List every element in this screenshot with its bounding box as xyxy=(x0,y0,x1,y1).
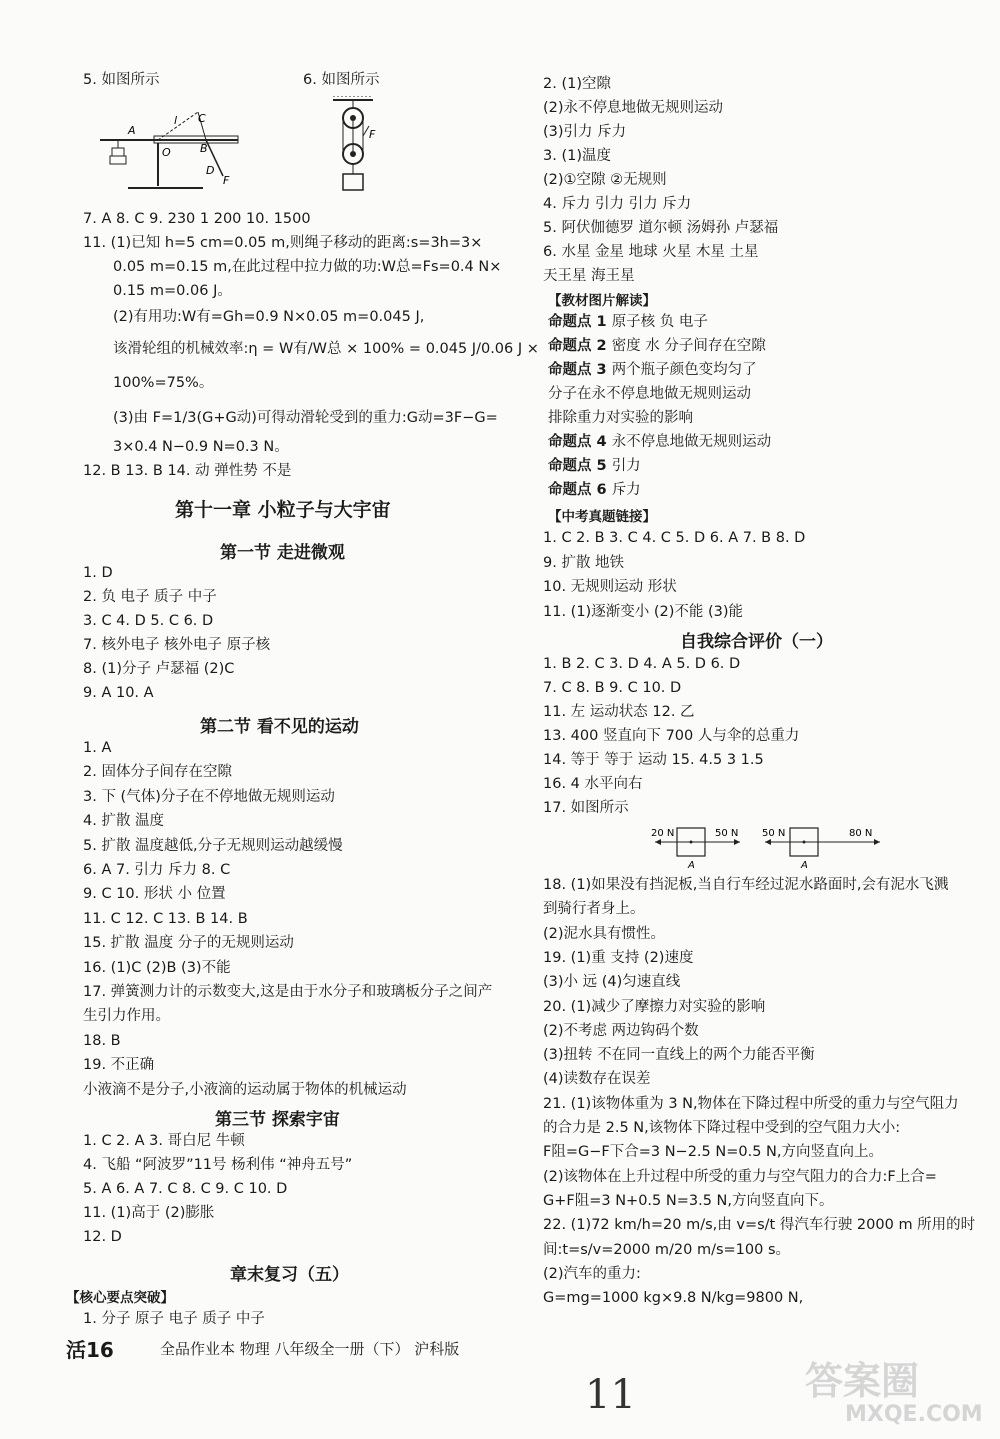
sec2-line-1: 1. A xyxy=(83,740,112,756)
picture-reading-item xyxy=(548,431,771,453)
eval2-line-6: 20. (1)减少了摩擦力对实验的影响 xyxy=(543,998,766,1015)
sec2-line-15: 小液滴不是分子,小液滴的运动属于物体的机械运动 xyxy=(83,1081,407,1098)
sec2-line-14: 19. 不正确 xyxy=(83,1057,155,1074)
eval2-line-15: 22. (1)72 km/h=20 m/s,由 v=s/t 得汽车行驶 2000 m 所用的时 xyxy=(543,1217,976,1234)
section3-title: 第三节 探索宇宙 xyxy=(215,1110,340,1130)
eval2-line-4: 19. (1)重 支持 (2)速度 xyxy=(543,949,694,966)
fig5-O: O xyxy=(162,146,171,159)
eval-line-5: 14. 等于 等于 运动 15. 4.5 3 1.5 xyxy=(543,752,764,768)
fig5-F: F xyxy=(223,174,230,187)
eval2-line-17: (2)汽车的重力: xyxy=(543,1265,641,1282)
sec1-line-4: 7. 核外电子 核外电子 原子核 xyxy=(83,637,271,653)
sec2-line-13: 18. B xyxy=(83,1032,121,1049)
section2-title: 第二节 看不见的运动 xyxy=(200,717,359,737)
sec2-line-12: 生引力作用。 xyxy=(83,1008,170,1025)
book-info: 全品作业本 物理 八年级全一册（下） 沪科版 xyxy=(160,1340,460,1358)
fig17-a2: A xyxy=(801,860,808,871)
q11-1a: 11. (1)已知 h=5 cm=0.05 m,则绳子移动的距离:s=3h=3× xyxy=(83,235,483,251)
right-line-7: 5. 阿伏伽德罗 道尔顿 汤姆孙 卢瑟福 xyxy=(543,220,779,236)
picture-reading-item xyxy=(548,311,708,333)
q11-2b: 该滑轮组的机械效率:η = W有/W总 × 100% = 0.045 J/0.06 J × xyxy=(113,341,539,357)
point-label: 命题点 1 xyxy=(548,314,612,330)
point-label: 命题点 5 xyxy=(548,458,612,474)
picture-reading-item xyxy=(548,455,641,477)
q11-2c: 100%=75%。 xyxy=(113,375,214,391)
picture-reading-tag: 【教材图片解读】 xyxy=(548,293,656,309)
fig17-r2: 80 N xyxy=(849,828,873,839)
q7-10: 7. A 8. C 9. 230 1 200 10. 1500 xyxy=(83,211,311,227)
fig5-A: A xyxy=(128,124,136,137)
point-label: 命题点 3 xyxy=(548,362,612,378)
sec2-line-3: 3. 下 (气体)分子在不停地做无规则运动 xyxy=(83,788,335,805)
sec3-line-5: 12. D xyxy=(83,1229,122,1245)
picture-reading-item xyxy=(548,335,766,357)
sec3-line-1: 1. C 2. A 3. 哥白尼 牛顿 xyxy=(83,1133,245,1149)
picture-reading-item xyxy=(548,479,641,501)
eval-line-7: 17. 如图所示 xyxy=(543,800,629,816)
eval2-line-13: (2)该物体在上升过程中所受的重力与空气阻力的合力:F上合= xyxy=(543,1168,937,1185)
q6-label: 6. 如图所示 xyxy=(303,72,380,88)
point-answer: 密度 水 分子间存在空隙 xyxy=(611,338,766,354)
eval2-line-1: 18. (1)如果没有挡泥板,当自行车经过泥水路面时,会有泥水飞溅 xyxy=(543,877,949,893)
right-line-6: 4. 斥力 引力 引力 斥力 xyxy=(543,196,692,212)
sec3-line-3: 5. A 6. A 7. C 8. C 9. C 10. D xyxy=(83,1181,288,1197)
picture-reading-item xyxy=(548,383,751,405)
sec2-line-7: 9. C 10. 形状 小 位置 xyxy=(83,886,226,903)
eval-line-6: 16. 4 水平向右 xyxy=(543,776,643,792)
point-answer: 斥力 xyxy=(611,482,641,498)
sec1-line-6: 9. A 10. A xyxy=(83,685,154,701)
core-line-1: 1. 分子 原子 电子 质子 中子 xyxy=(83,1311,265,1327)
point-answer: 排除重力对实验的影响 xyxy=(548,410,693,426)
pulley-diagram xyxy=(325,96,385,196)
sec1-line-1: 1. D xyxy=(83,565,113,581)
force-diagram xyxy=(645,822,885,872)
fig6-F: F xyxy=(369,128,376,141)
point-label: 命题点 4 xyxy=(548,434,612,450)
eval-line-1: 1. B 2. C 3. D 4. A 5. D 6. D xyxy=(543,656,741,672)
exam-line-1: 1. C 2. B 3. C 4. C 5. D 6. A 7. B 8. D xyxy=(543,530,806,546)
eval-line-2: 7. C 8. B 9. C 10. D xyxy=(543,680,682,696)
fig5-D: D xyxy=(206,164,215,177)
exam-line-3: 10. 无规则运动 形状 xyxy=(543,579,677,595)
sec1-line-2: 2. 负 电子 质子 中子 xyxy=(83,589,217,605)
right-line-5: (2)①空隙 ②无规则 xyxy=(543,172,667,188)
right-line-1: 2. (1)空隙 xyxy=(543,76,611,92)
fig17-l1: 20 N xyxy=(651,828,675,839)
right-line-3: (3)引力 斥力 xyxy=(543,124,627,140)
eval2-line-11: 的合力是 2.5 N,该物体下降过程中受到的空气阻力大小: xyxy=(543,1120,901,1136)
exam-line-2: 9. 扩散 地铁 xyxy=(543,554,625,571)
right-line-8: 6. 水星 金星 地球 火星 木星 土星 xyxy=(543,244,759,260)
q11-1c: 0.15 m=0.06 J。 xyxy=(113,283,232,299)
eval2-line-7: (2)不考虑 两边钩码个数 xyxy=(543,1022,699,1039)
point-answer: 原子核 负 电子 xyxy=(611,314,708,330)
point-answer: 引力 xyxy=(611,458,641,474)
fig17-a1: A xyxy=(688,860,695,871)
handwritten-mark: 11 xyxy=(585,1372,636,1418)
fig5-B: B xyxy=(200,142,208,155)
point-label: 命题点 6 xyxy=(548,482,612,498)
sec2-line-9: 15. 扩散 温度 分子的无规则运动 xyxy=(83,935,294,952)
eval2-line-3: (2)泥水具有惯性。 xyxy=(543,925,666,942)
review-title: 章末复习（五） xyxy=(230,1265,349,1285)
eval-line-3: 11. 左 运动状态 12. 乙 xyxy=(543,704,695,720)
picture-reading-item xyxy=(548,359,757,381)
eval2-line-9: (4)读数存在误差 xyxy=(543,1071,651,1088)
point-answer: 永不停息地做无规则运动 xyxy=(611,434,772,450)
page-number: 活16 xyxy=(66,1338,114,1362)
chapter-title: 第十一章 小粒子与大宇宙 xyxy=(175,499,391,521)
sec2-line-5: 5. 扩散 温度越低,分子无规则运动越缓慢 xyxy=(83,837,343,854)
eval2-line-10: 21. (1)该物体重为 3 N,物体在下降过程中所受的重力与空气阻力 xyxy=(543,1095,959,1112)
sec2-line-8: 11. C 12. C 13. B 14. B xyxy=(83,910,248,927)
self-eval-title: 自我综合评价（一） xyxy=(680,632,833,652)
sec1-line-3: 3. C 4. D 5. C 6. D xyxy=(83,613,214,629)
fig5-C: C xyxy=(198,112,206,125)
q5-label: 5. 如图所示 xyxy=(83,72,160,88)
lever-diagram xyxy=(98,104,243,194)
point-label: 命题点 2 xyxy=(548,338,612,354)
exam-line-4: 11. (1)逐渐变小 (2)不能 (3)能 xyxy=(543,603,744,620)
eval2-line-8: (3)扭转 不在同一直线上的两个力能否平衡 xyxy=(543,1047,815,1064)
eval2-line-2: 到骑行者身上。 xyxy=(543,901,645,918)
exam-link-tag: 【中考真题链接】 xyxy=(548,509,656,525)
fig17-r1: 50 N xyxy=(715,828,739,839)
core-tag: 【核心要点突破】 xyxy=(66,1290,174,1306)
sec2-line-2: 2. 固体分子间存在空隙 xyxy=(83,764,232,781)
sec2-line-4: 4. 扩散 温度 xyxy=(83,813,165,830)
fig5-l: l xyxy=(174,114,178,127)
q11-2a: (2)有用功:W有=Gh=0.9 N×0.05 m=0.045 J, xyxy=(113,309,425,325)
sec1-line-5: 8. (1)分子 卢瑟福 (2)C xyxy=(83,661,235,677)
sec2-line-6: 6. A 7. 引力 斥力 8. C xyxy=(83,862,231,878)
watermark-url: MXQE.COM xyxy=(845,1402,983,1427)
q11-3b: 3×0.4 N−0.9 N=0.3 N。 xyxy=(113,439,289,455)
eval2-line-5: (3)小 远 (4)匀速直线 xyxy=(543,974,681,991)
eval-line-4: 13. 400 竖直向下 700 人与伞的总重力 xyxy=(543,728,800,744)
right-line-4: 3. (1)温度 xyxy=(543,148,611,164)
eval2-line-14: G+F阻=3 N+0.5 N=3.5 N,方向竖直向下。 xyxy=(543,1192,834,1209)
eval2-line-16: 间:t=s/v=2000 m/20 m/s=100 s。 xyxy=(543,1241,791,1258)
q11-1b: 0.05 m=0.15 m,在此过程中拉力做的功:W总=Fs=0.4 N× xyxy=(113,259,502,275)
q11-3a: (3)由 F=1/3(G+G动)可得动滑轮受到的重力:G动=3F−G= xyxy=(113,410,498,426)
right-line-2: (2)永不停息地做无规则运动 xyxy=(543,100,724,116)
sec3-line-2: 4. 飞船 “阿波罗”11号 杨利伟 “神舟五号” xyxy=(83,1157,353,1173)
right-line-9: 天王星 海王星 xyxy=(543,268,635,284)
eval2-line-12: F阻=G−F下合=3 N−2.5 N=0.5 N,方向竖直向上。 xyxy=(543,1144,883,1161)
section1-title: 第一节 走进微观 xyxy=(220,543,345,563)
eval2-line-18: G=mg=1000 kg×9.8 N/kg=9800 N, xyxy=(543,1290,804,1307)
sec2-line-10: 16. (1)C (2)B (3)不能 xyxy=(83,959,231,976)
q12-14: 12. B 13. B 14. 动 弹性势 不是 xyxy=(83,463,292,479)
point-answer: 分子在永不停息地做无规则运动 xyxy=(548,386,751,402)
sec3-line-4: 11. (1)高于 (2)膨胀 xyxy=(83,1205,215,1221)
sec2-line-11: 17. 弹簧测力计的示数变大,这是由于水分子和玻璃板分子之间产 xyxy=(83,984,493,1000)
watermark-logo: 答案圈 xyxy=(805,1359,920,1403)
point-answer: 两个瓶子颜色变均匀了 xyxy=(611,362,757,378)
fig17-l2: 50 N xyxy=(762,828,786,839)
picture-reading-item xyxy=(548,407,693,429)
